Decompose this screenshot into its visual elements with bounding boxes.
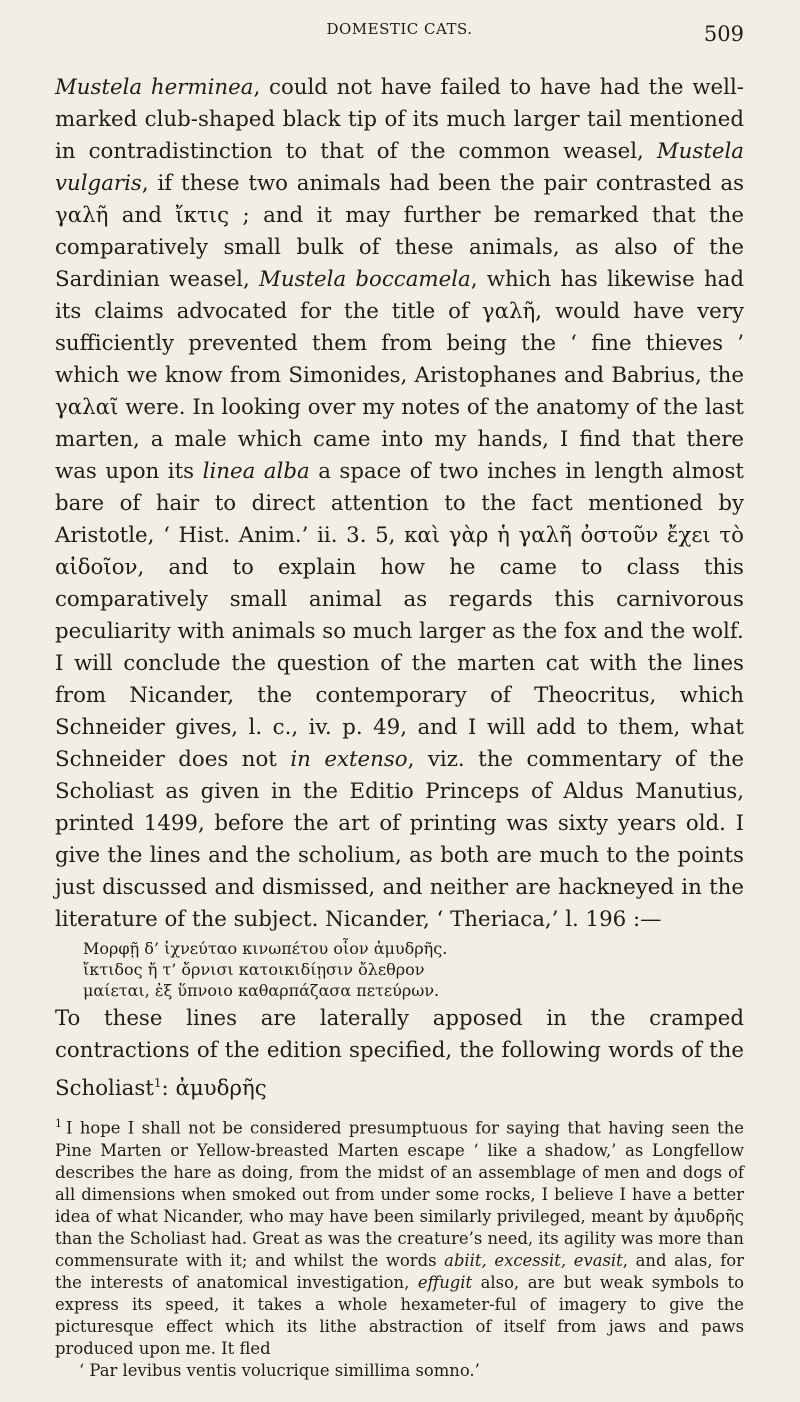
text-run: a space of two inches in length almost bare of hair to direct attention to the fact mentioned by Aristotle, ‘ Hist. Anim.’ ii. 3. 5, καὶ γὰρ ἡ γαλῆ ὀστοῦν ἔχει τὸ αἰδοῖον, and to explain how he came to class this comparatively small animal as regards this carnivorous peculiarity with animals so much larger as the fox and the wolf. xyxy=(55,459,744,644)
italic-text: Mustela boccamela xyxy=(259,267,471,292)
paragraph-1 xyxy=(55,72,744,648)
greek-verse-quotation xyxy=(83,938,744,1001)
text-run: , viz. the commentary of the Scholiast as given in the Editio Princeps of Aldus Manutius, printed 1499, before the art of printing was sixty years old. I give the lines and the scholium, as both are much to the points just discussed and dismissed, and neither are hackneyed in the literature of the subject. Nicander, ‘ Theriaca,’ l. 196 :— xyxy=(55,747,744,932)
page-header xyxy=(55,20,744,52)
text-run: also, are but weak symbols to express its speed, it takes a whole hexameter-ful of imagery to give the picturesque effect which its lithe abstraction of itself from jaws and paws produced upon me. It fled xyxy=(55,1272,744,1358)
running-title: DOMESTIC CATS. xyxy=(326,20,473,38)
italic-text: abiit, excessit, evasit xyxy=(444,1250,623,1270)
verse-line: Μορφῇ δ’ ἰχνεύταο κινωπέτου οἷον ἀμυδρῆς. xyxy=(83,939,448,958)
text-run: , if these two animals had been the pair contrasted as γαλῆ and ἴκτις ; and it may further be remarked that the comparatively small bulk of these animals, as also of the Sardinian weasel, xyxy=(55,171,744,292)
paragraph-2 xyxy=(55,648,744,936)
verse-line: μαίεται, ἐξ ὕπνοιο καθαρπάζασα πετεύρων. xyxy=(83,981,440,1000)
paragraph-3 xyxy=(55,1003,744,1105)
italic-text: Mustela herminea xyxy=(55,75,254,100)
footnote-text xyxy=(55,1119,744,1358)
verse-line: ἴκτιδος ἤ τ’ ὄρνισι κατοικιδίῃσιν ὄλεθρον xyxy=(83,960,425,979)
text-run: , could not have failed to have had the well-marked club-shaped black tip of its much larger tail mentioned in contradistinction to that of the common weasel, xyxy=(55,75,744,164)
text-run: I hope I shall not be considered presumptuous for saying that having seen the Pine Marten or Yellow-breasted Marten escape ‘ like a shadow,’ as Longfellow describes the hare as doing, from the midst of an assemblage of men and dogs of all dimensions when smoked out from under some rocks, I believe I have a better idea of what Nicander, who may have been similarly privileged, meant by ἀμυδρῆς than the Scholiast had. Great as was the creature’s need, its agility was more than commensurate with it; and whilst the words xyxy=(55,1118,744,1270)
italic-text: in extenso xyxy=(290,747,408,772)
text-run: , and alas, for the interests of anatomical investigation, xyxy=(55,1250,745,1292)
italic-text: Mustela vulgaris xyxy=(55,139,744,196)
text-run: I will conclude the question of the marten cat with the lines from Nicander, the contemporary of Theocritus, which Schneider gives, l. c., iv. p. 49, and I will add to them, what Schneider does not xyxy=(55,651,744,772)
text-run: , which has likewise had its claims advocated for the title of γαλῆ, would have very sufficiently prevented them from being the ‘ fine thieves ’ which we know from Simonides, Aristophanes and Babrius, the γαλαῖ were. In looking over my notes of the anatomy of the last marten, a male which came into my hands, I find that there was upon its xyxy=(55,267,744,484)
footnote xyxy=(55,1113,744,1381)
page-number: 509 xyxy=(703,22,744,46)
body-text xyxy=(55,72,744,936)
footnote-marker: 1 xyxy=(55,1117,62,1131)
footnote-reference: 1 xyxy=(153,1076,162,1090)
italic-text: effugit xyxy=(417,1272,473,1292)
italic-text: linea alba xyxy=(202,459,310,484)
footnote-quote: ‘ Par levibus ventis volucrique simillima somno.’ xyxy=(79,1360,480,1380)
paragraph-3-tail: : ἀμυδρῆς xyxy=(161,1076,267,1102)
paragraph-3-text: To these lines are laterally apposed in the cramped contractions of the edition specified, the following words of the Scholiast xyxy=(55,1006,744,1102)
